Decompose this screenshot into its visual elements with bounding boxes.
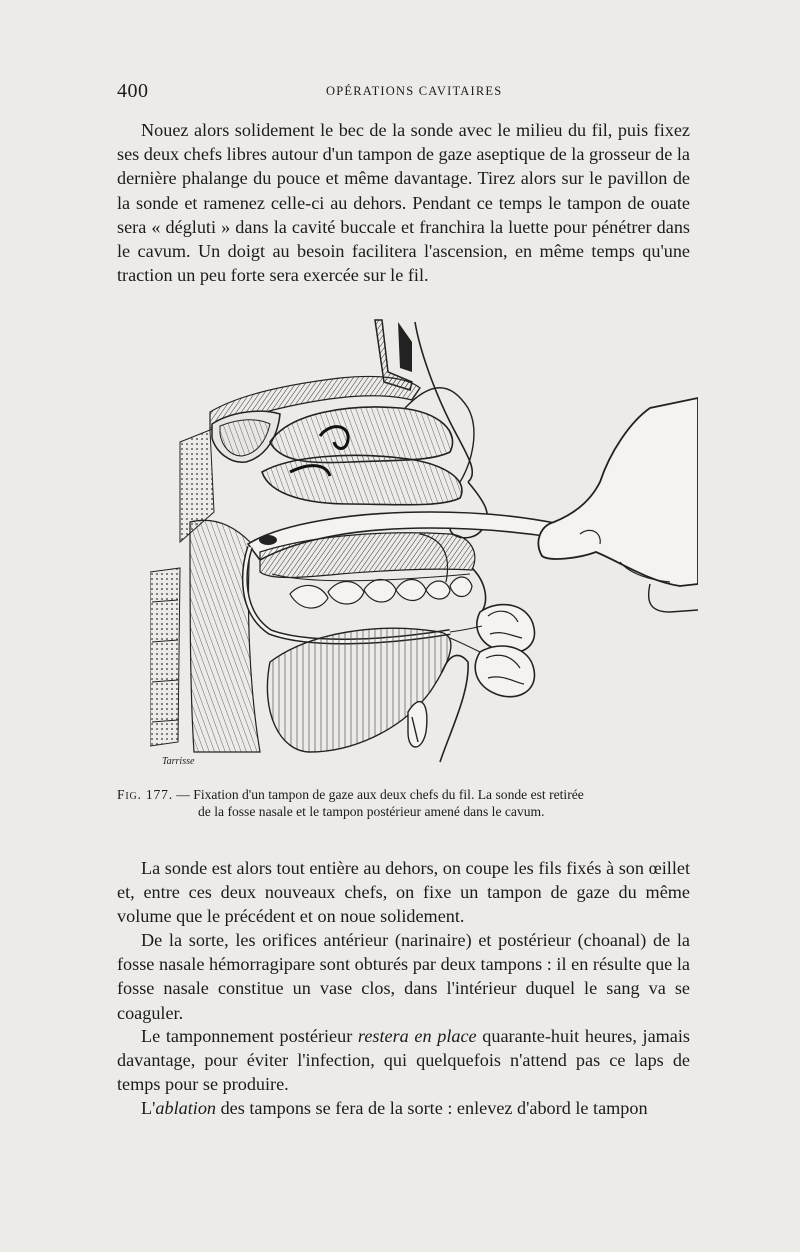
paragraph-2: La sonde est alors tout entière au dehors, on coupe les fils fixés à son œillet et, entre ces deux nouveaux chefs, on fixe un tampon de gaze du même volume que le précédent et on noue solidement. bbox=[117, 858, 690, 927]
paragraph-4-emphasis: restera en place bbox=[357, 1026, 477, 1046]
gauze-tampons bbox=[450, 605, 535, 697]
pharynx bbox=[150, 520, 260, 752]
paragraph-5-text-a: L' bbox=[141, 1098, 156, 1118]
anatomical-illustration bbox=[150, 312, 698, 772]
paragraph-5-emphasis: ablation bbox=[155, 1098, 217, 1118]
paragraph-3: De la sorte, les orifices antérieur (narinaire) et postérieur (choanal) de la fosse nasale hémorragipare sont obturés par deux tampons : il en résulte que la fosse nasale constitue un vase clos, dans l'intérieur duquel le sang va se coaguler. bbox=[117, 930, 690, 1023]
paragraph-1: Nouez alors solidement le bec de la sonde avec le milieu du fil, puis fixez ses deux chefs libres autour d'un tampon de gaze aseptique de la grosseur de la dernière phalange du pouce et même davantage. Tirez alors sur le pavillon de la sonde et ramenez celle-ci au dehors. Pendant ce temps le tampon de ouate sera « dégluti » dans la cavité buccale et franchira la luette pour pénétrer dans le cavum. Un doigt au besoin facilitera l'ascension, en même temps qu'une traction un peu forte sera exercée sur le fil. bbox=[117, 120, 690, 286]
artist-signature: Tarrisse bbox=[162, 756, 195, 767]
paragraph-5 bbox=[117, 1096, 690, 1120]
teeth bbox=[272, 574, 472, 608]
figure-caption bbox=[117, 786, 717, 820]
caption-line-2: de la fosse nasale et le tampon postérieur amené dans le cavum. bbox=[198, 804, 545, 819]
figure-label: Fig. 177. bbox=[117, 787, 173, 802]
hand bbox=[538, 398, 698, 612]
running-head: OPÉRATIONS CAVITAIRES bbox=[326, 84, 503, 98]
page-number: 400 bbox=[117, 80, 149, 102]
paragraph-4 bbox=[117, 1024, 690, 1097]
paragraph-4-text-b: quarante-huit heures, jamais davantage, pour éviter l'infection, qui quelquefois n'attend pas ce laps de temps pour se produire. bbox=[117, 1026, 690, 1095]
paragraph-4-text-a: Le tamponnement postérieur bbox=[141, 1026, 358, 1046]
paragraph-5-text-b: des tampons se fera de la sorte : enlevez d'abord le tampon bbox=[216, 1098, 648, 1118]
caption-line-1: — Fixation d'un tampon de gaze aux deux chefs du fil. La sonde est retirée bbox=[172, 787, 584, 802]
